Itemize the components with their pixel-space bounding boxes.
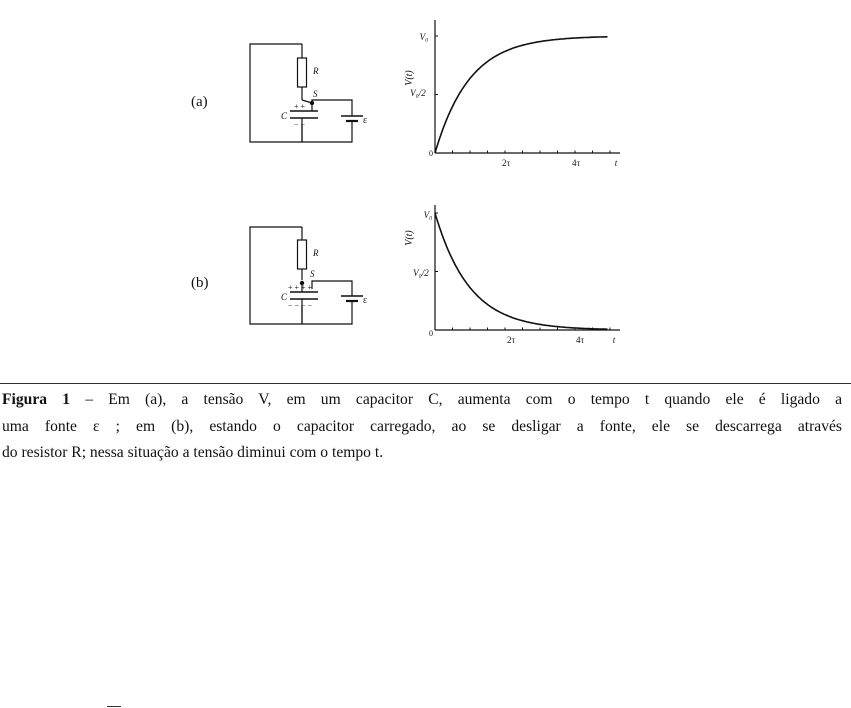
graph-b bbox=[404, 205, 620, 345]
stray-mark bbox=[107, 706, 121, 707]
charging-curve bbox=[435, 37, 608, 153]
charges-bottom-b: − − − − bbox=[288, 301, 313, 310]
panel-b bbox=[191, 205, 620, 345]
x-tick-4tau-b: 4τ bbox=[575, 335, 585, 345]
caption-line-2: uma fonte ε ; em (b), estando o capacitor carregado, ao se desligar a fonte, ele se descarrega através bbox=[2, 417, 842, 435]
x-axis-label-b: t bbox=[612, 335, 616, 345]
caption-line-3: do resistor R; nessa situação a tensão diminui com o tempo t. bbox=[2, 444, 384, 461]
y-tick-mid-b: V₀/2 bbox=[413, 268, 429, 278]
origin-b: 0 bbox=[429, 329, 433, 338]
x-tick-2tau-a: 2τ bbox=[501, 158, 511, 168]
x-tick-2tau-b: 2τ bbox=[506, 335, 516, 345]
panel-b-label: (b) bbox=[191, 275, 209, 291]
charges-top-a: + + bbox=[294, 102, 306, 111]
switch-label-a: S bbox=[313, 89, 318, 99]
caption-label: Figura 1 bbox=[2, 391, 71, 408]
resistor-a bbox=[298, 58, 307, 87]
resistor-label-a: R bbox=[313, 66, 319, 76]
capacitor-label-b: C bbox=[281, 292, 288, 302]
caption-line-1 bbox=[2, 387, 842, 414]
x-tick-4tau-a: 4τ bbox=[571, 158, 581, 168]
y-tick-top-a: V₀ bbox=[419, 32, 429, 42]
caption-rule bbox=[0, 383, 851, 384]
discharging-curve bbox=[435, 213, 608, 329]
y-axis-label-a: V(t) bbox=[404, 70, 415, 86]
charges-bottom-a: − − bbox=[294, 120, 306, 129]
caption-text-1: – Em (a), a tensão V, em um capacitor C, aumenta com o tempo t quando ele é ligado a bbox=[85, 391, 842, 408]
graph-a bbox=[404, 20, 620, 168]
figure-caption bbox=[2, 387, 842, 467]
source-label-b: ε bbox=[363, 295, 368, 306]
source-label-a: ε bbox=[363, 115, 368, 126]
y-tick-top-b: V₀ bbox=[423, 210, 433, 220]
origin-a: 0 bbox=[429, 149, 433, 158]
y-tick-mid-a: V₀/2 bbox=[410, 88, 426, 98]
switch-label-b: S bbox=[310, 269, 315, 279]
capacitor-label-a: C bbox=[281, 111, 288, 121]
panel-a bbox=[191, 20, 620, 168]
y-axis-label-b: V(t) bbox=[404, 230, 415, 246]
panel-a-label: (a) bbox=[191, 94, 208, 110]
resistor-label-b: R bbox=[313, 248, 319, 258]
resistor-b bbox=[298, 240, 307, 269]
circuit-a bbox=[250, 44, 363, 142]
x-axis-label-a: t bbox=[614, 158, 618, 168]
charges-top-b: + + + + bbox=[288, 283, 313, 292]
